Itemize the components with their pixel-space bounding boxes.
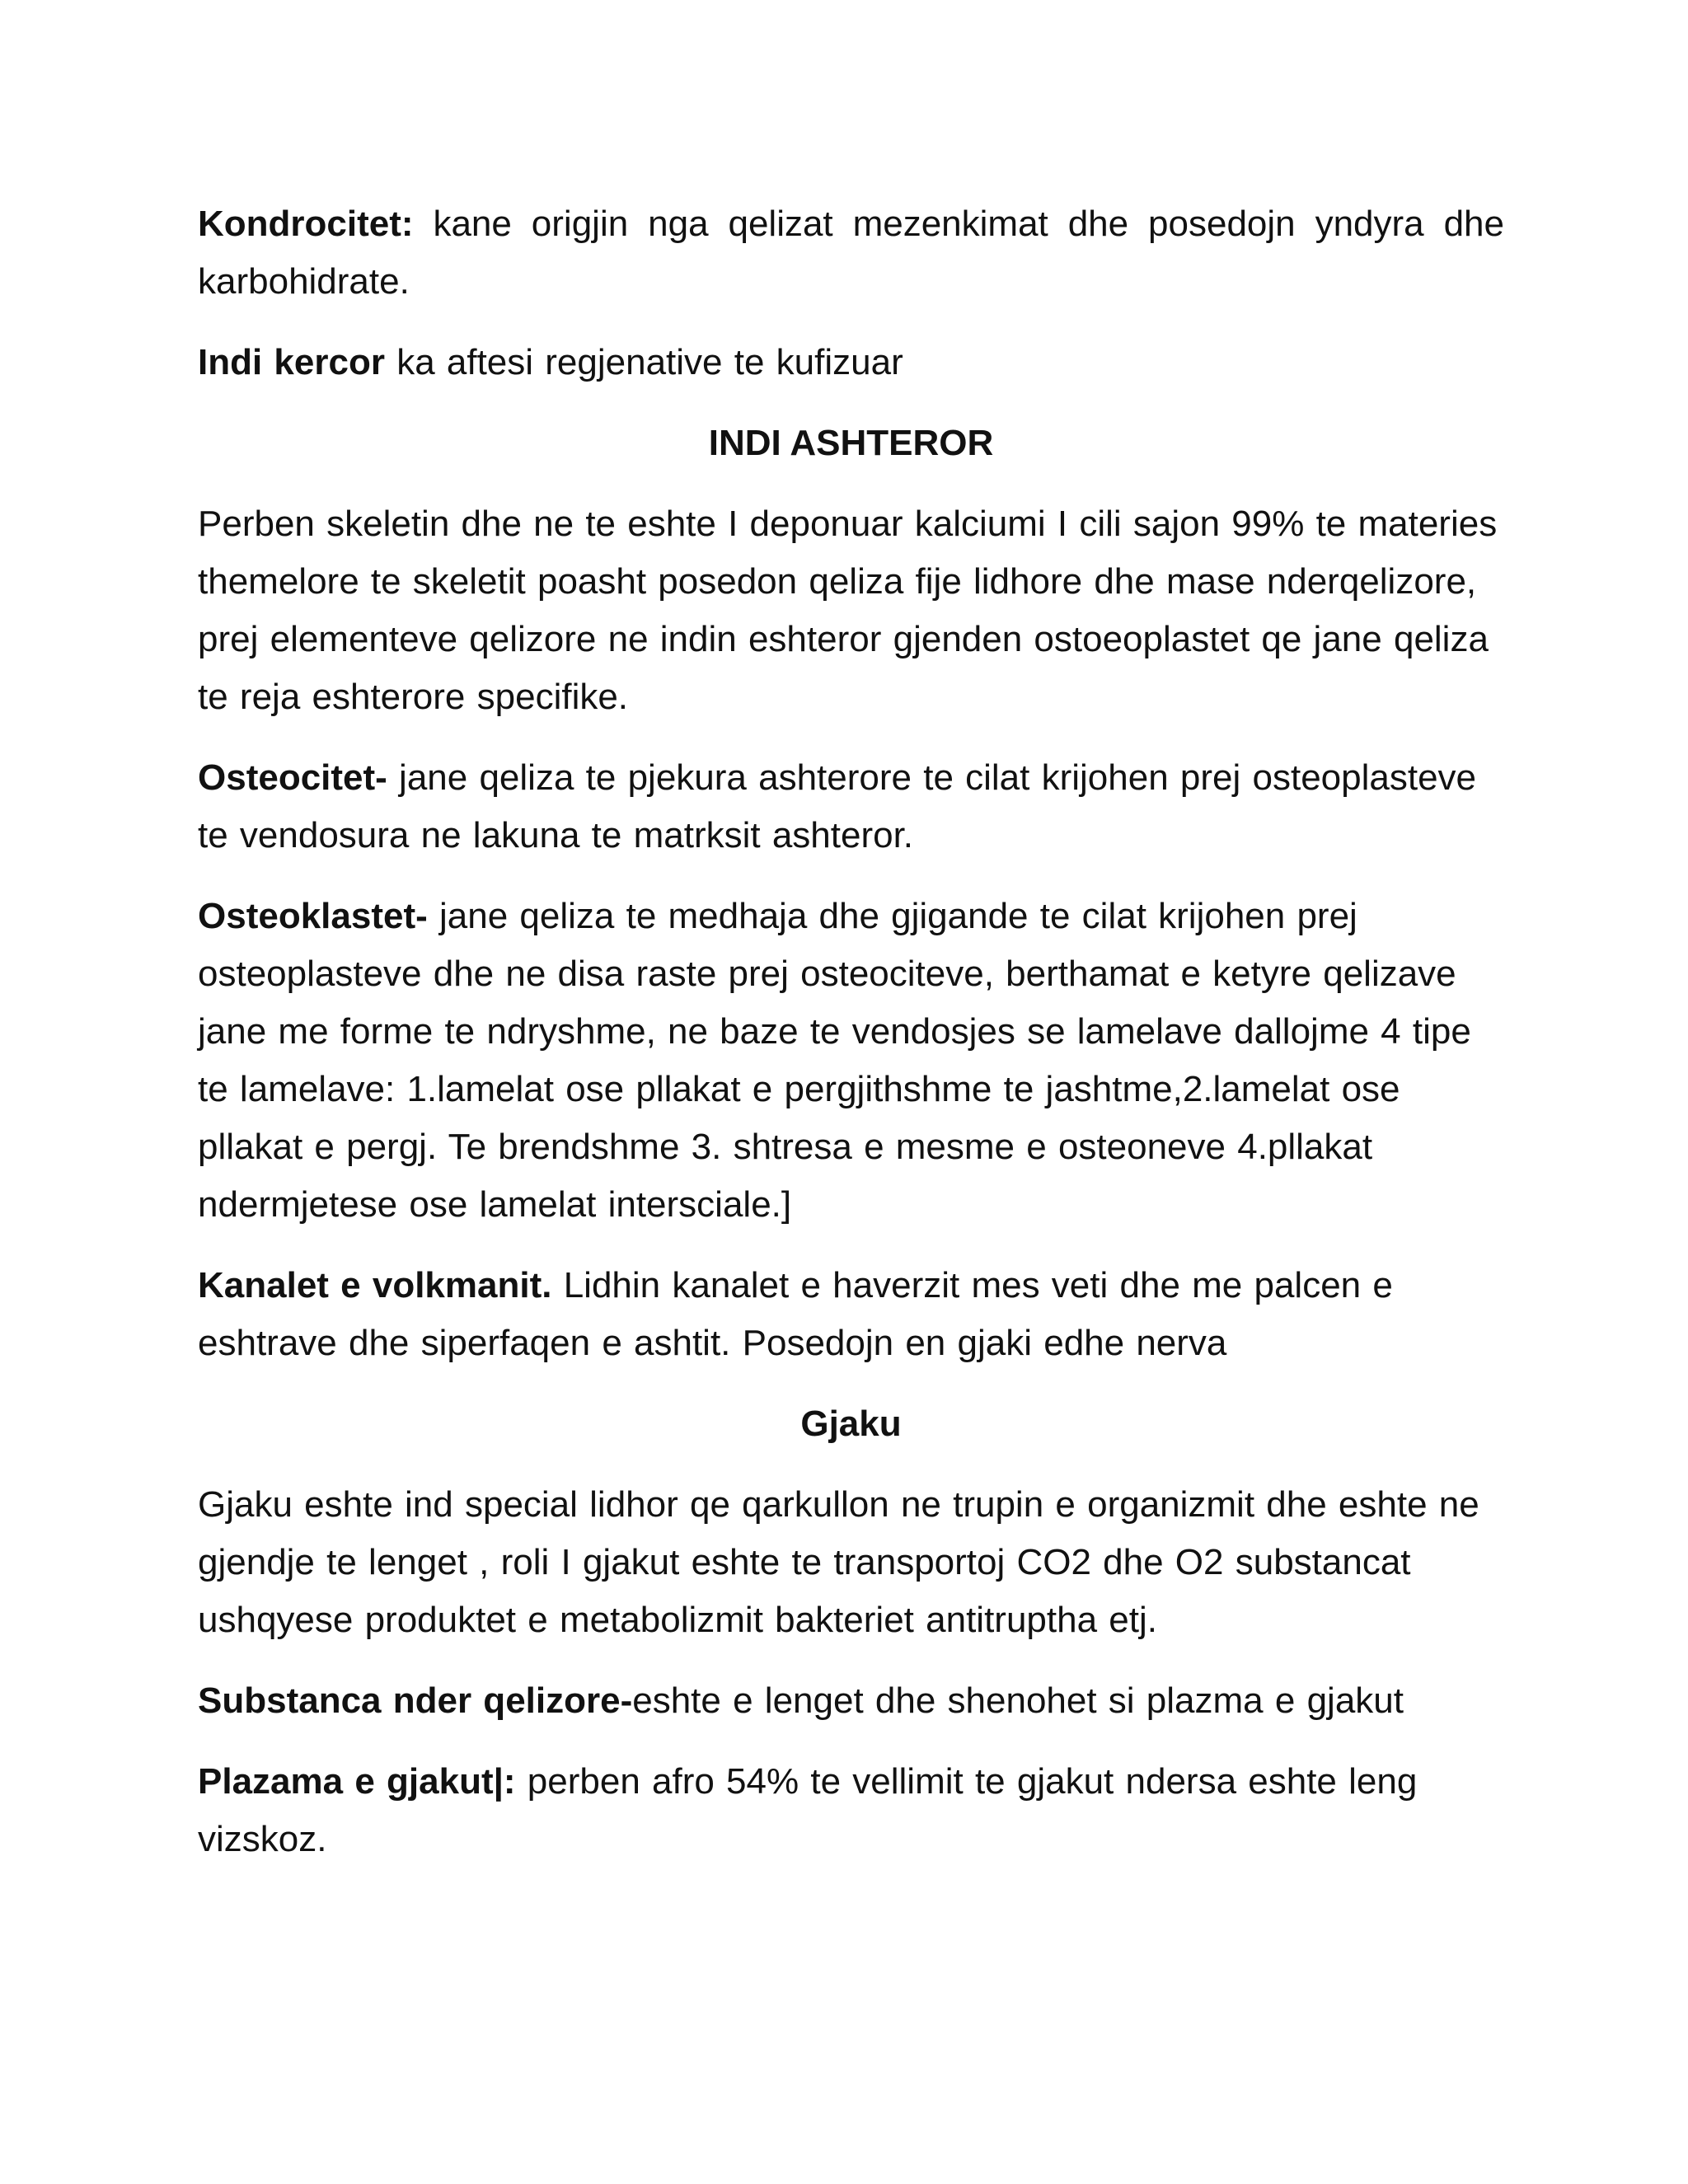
term-kanalet-volkmanit: Kanalet e volkmanit. [198,1265,552,1305]
term-substanca: Substanca nder qelizore- [198,1680,633,1721]
heading-gjaku: Gjaku [800,1404,902,1444]
text-gjaku: Gjaku eshte ind special lidhor qe qarkullon ne trupin e organizmit dhe eshte ne gjendje te lenget , roli I gjakut eshte te transportoj CO2 dhe O2 substancat ushqyese produktet e metabolizmit bakteriet antitruptha etj. [198,1484,1479,1640]
term-indi-kercor: Indi kercor [198,342,385,382]
document-body [198,195,1504,1891]
paragraph-substanca [198,1672,1504,1730]
heading-indi-ashteror: INDI ASHTEROR [708,423,994,463]
text-indi-kercor: ka aftesi regjenative te kufizuar [384,342,903,382]
paragraph-kondrocitet [198,195,1504,311]
paragraph-kanalet-volkmanit [198,1257,1504,1372]
paragraph-gjaku [198,1476,1504,1649]
term-kondrocitet: Kondrocitet: [198,204,414,244]
term-plazma: Plazama e gjakut|: [198,1761,516,1802]
paragraph-indi-kercor [198,334,1504,391]
text-indi-ashteror: Perben skeletin dhe ne te eshte I deponuar kalciumi I cili sajon 99% te materies themelore te skeletit poasht posedon qeliza fije lidhore dhe mase nderqelizore, prej elementeve qelizore ne indin eshteror gjenden ostoeoplastet qe jane qeliza te reja eshterore specifike. [198,504,1498,717]
term-osteocitet: Osteocitet- [198,757,387,798]
text-osteocitet: jane qeliza te pjekura ashterore te cilat krijohen prej osteoplasteve te vendosura ne lakuna te matrksit ashteror. [198,757,1477,855]
text-kanalet-volkmanit: Lidhin kanalet e haverzit mes veti dhe me palcen e eshtrave dhe siperfaqen e ashtit. Posedojn en gjaki edhe nerva [198,1265,1393,1363]
text-plazma: perben afro 54% te vellimit te gjakut ndersa eshte leng vizskoz. [198,1761,1418,1859]
paragraph-indi-ashteror [198,495,1504,726]
paragraph-osteocitet [198,749,1504,865]
term-osteoklastet: Osteoklastet- [198,896,428,936]
text-osteoklastet: jane qeliza te medhaja dhe gjigande te cilat krijohen prej osteoplasteve dhe ne disa raste prej osteociteve, berthamat e ketyre qelizave jane me forme te ndryshme, ne baze te vendosjes se lamelave dallojme 4 tipe te lamelave: 1.lamelat ose pllakat e pergjithshme te jashtme,2.lamelat ose pllakat e pergj. Te brendshme 3. shtresa e mesme e osteoneve 4.pllakat ndermjetese ose lamelat intersciale.] [198,896,1471,1225]
paragraph-osteoklastet [198,888,1504,1234]
text-kondrocitet: kane origjin nga qelizat mezenkimat dhe posedojn yndyra dhe karbohidrate. [198,204,1504,302]
paragraph-plazma [198,1753,1504,1868]
text-substanca: eshte e lenget dhe shenohet si plazma e gjakut [632,1680,1404,1721]
